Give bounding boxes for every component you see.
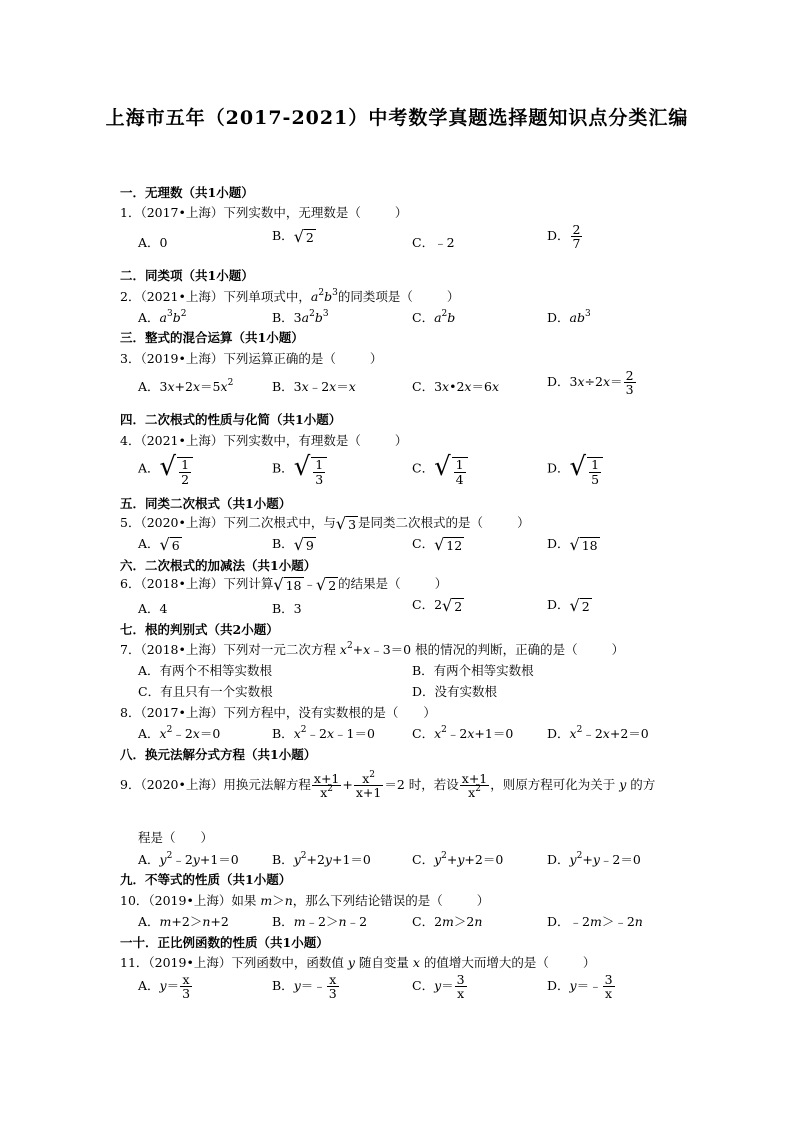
q4-option-c: C．√ $\frac{1}{4}$	[412, 452, 469, 486]
q6-option-a: A．4	[138, 601, 168, 616]
q7-option-b: B．有两个相等实数根	[412, 663, 534, 678]
q1-option-c: C．﹣2	[412, 235, 455, 250]
q3-option-c: C．3x•2x＝6x	[412, 379, 499, 394]
q9-option-b: B．$y^2+2y+1=0$	[272, 851, 371, 867]
section-heading-10: 一十．正比例函数的性质（共1小题）	[120, 935, 329, 950]
q7-option-a: A．有两个不相等实数根	[138, 663, 273, 678]
question-6: 6．（2018•上海）下列计算√ 18 ﹣√ 2 的结果是（ ）	[120, 575, 448, 594]
question-8: 8．（2017•上海）下列方程中，没有实数根的是（ ）	[120, 705, 436, 720]
q11-option-a: A．y＝ $\frac{x}{3}$	[138, 972, 191, 1002]
q3-option-b: B．3x﹣2x＝x	[272, 379, 356, 394]
question-7: 7．（2018•上海）下列对一元二次方程 $x^2+x﹣3=0$ 根的情况的判断，正确的是（ ）	[120, 641, 625, 657]
q2-option-a: A．$a^3b^2$	[138, 309, 187, 325]
q8-option-b: B．$x^2﹣2x﹣1=0$	[272, 725, 375, 741]
q10-option-a: A．m+2＞n+2	[138, 914, 229, 929]
question-1: 1．（2017•上海）下列实数中，无理数是（ ）	[120, 205, 408, 220]
q3-option-a: A．$3x+2x=5x^2$	[138, 378, 234, 394]
section-heading-2: 二．同类项（共1小题）	[120, 268, 254, 283]
q6-option-c: C．2√ 2	[412, 596, 463, 615]
q9-option-a: A．$y^2﹣2y+1=0$	[138, 851, 239, 867]
q10-option-c: C．2m＞2n	[412, 914, 483, 929]
question-9: 9．（2020•上海）用换元法解方程 $\frac{x+1}{x^2}$ + $\frac{x^2}{x+1}$ ＝2 时，若设 $\frac{x+1}{x^2}$ ，则原方程可化为关于 y 的方	[120, 770, 656, 801]
section-heading-6: 六．二次根式的加减法（共1小题）	[120, 558, 317, 573]
section-heading-3: 三．整式的混合运算（共1小题）	[120, 330, 304, 345]
q5-option-b: B．√ 9	[272, 535, 314, 554]
q2-option-d: D．$ab^3$	[547, 309, 591, 325]
section-heading-7: 七．根的判别式（共2小题）	[120, 622, 279, 637]
q10-option-b: B．m﹣2＞n﹣2	[272, 914, 368, 929]
q6-option-d: D．√ 2	[547, 596, 590, 615]
section-heading-9: 九．不等式的性质（共1小题）	[120, 872, 292, 887]
q9-option-c: C．$y^2+y+2=0$	[412, 851, 504, 867]
q10-option-d: D．﹣2m＞﹣2n	[547, 914, 643, 929]
section-heading-8: 八．换元法解分式方程（共1小题）	[120, 747, 317, 762]
q8-option-c: C．$x^2﹣2x+1=0$	[412, 725, 514, 741]
q5-option-d: D．√ 18	[547, 535, 598, 554]
q5-option-c: C．√ 12	[412, 535, 463, 554]
question-3: 3．（2019•上海）下列运算正确的是（ ）	[120, 351, 383, 366]
q1-option-d: D． $\frac{2}{7}$	[547, 222, 581, 252]
q4-option-d: D．√ $\frac{1}{5}$	[547, 452, 604, 486]
q7-option-c: C．有且只有一个实数根	[138, 684, 273, 699]
section-heading-5: 五．同类二次根式（共1小题）	[120, 496, 292, 511]
question-11: 11．（2019•上海）下列函数中，函数值 y 随自变量 x 的值增大而增大的是（ ）	[120, 955, 596, 970]
q8-option-d: D．$x^2﹣2x+2=0$	[547, 725, 649, 741]
q11-option-c: C．y＝ $\frac{3}{x}$	[412, 972, 465, 1002]
section-heading-1: 一．无理数（共1小题）	[120, 185, 254, 200]
q4-option-b: B．√ $\frac{1}{3}$	[272, 452, 328, 486]
q5-option-a: A．√ 6	[138, 535, 180, 554]
q3-option-d: D．3x÷2x＝ $\frac{2}{3}$	[547, 368, 634, 398]
question-2: 2．（2021•上海）下列单项式中，$a^2b^3$的同类项是（ ）	[120, 288, 460, 304]
q8-option-a: A．$x^2﹣2x=0$	[138, 725, 221, 741]
q2-option-c: C．$a^2b$	[412, 309, 456, 325]
q1-option-a: A．0	[138, 235, 168, 250]
q6-option-b: B．3	[272, 601, 302, 616]
q4-option-a: A．√ $\frac{1}{2}$	[138, 452, 194, 486]
q7-option-d: D．没有实数根	[412, 684, 498, 699]
question-10: 10．（2019•上海）如果 m＞n，那么下列结论错误的是（ ）	[120, 893, 490, 908]
q11-option-b: B．y＝﹣ $\frac{x}{3}$	[272, 972, 337, 1002]
q2-option-b: B．$3a^2b^3$	[272, 309, 329, 325]
page-title: 上海市五年（2017-2021）中考数学真题选择题知识点分类汇编	[105, 107, 689, 129]
section-heading-4: 四．二次根式的性质与化简（共1小题）	[120, 412, 342, 427]
q1-option-b: B．√ 2	[272, 227, 314, 246]
question-5: 5．（2020•上海）下列二次根式中，与√ 3 是同类二次根式的是（ ）	[120, 514, 530, 533]
q11-option-d: D．y＝﹣ $\frac{3}{x}$	[547, 972, 613, 1002]
question-9-cont: 程是（ ）	[138, 830, 214, 845]
q9-option-d: D．$y^2+y﹣2=0$	[547, 851, 641, 867]
question-4: 4．（2021•上海）下列实数中，有理数是（ ）	[120, 433, 408, 448]
